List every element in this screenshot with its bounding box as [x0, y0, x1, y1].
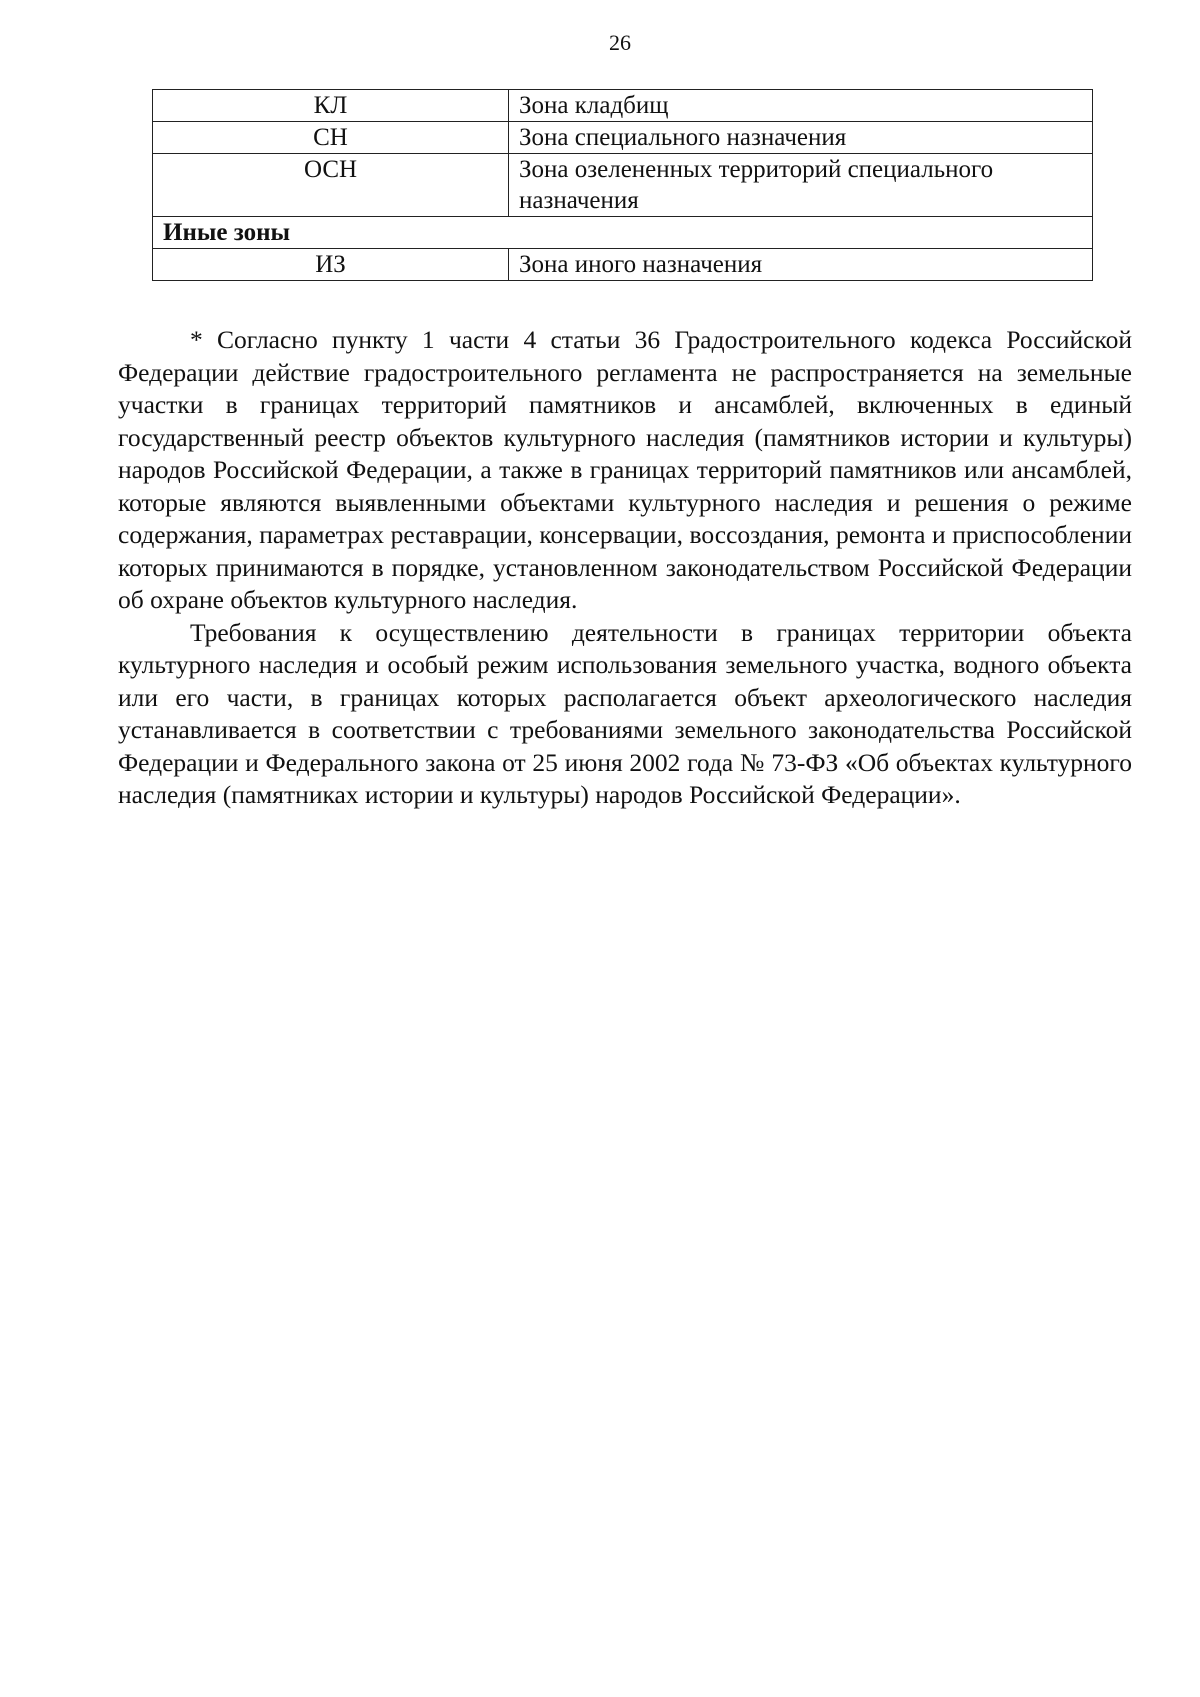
zone-code: ОСН: [153, 154, 509, 217]
table-row: [153, 249, 1093, 281]
zone-name: Зона озелененных территорий специального назначения: [509, 154, 1093, 217]
zone-name: Зона кладбищ: [509, 90, 1093, 122]
table-row: [153, 90, 1093, 122]
zone-group-heading: Иные зоны: [153, 217, 1093, 249]
zone-code: СН: [153, 122, 509, 154]
zone-name: Зона иного назначения: [509, 249, 1093, 281]
table-row: [153, 154, 1093, 217]
table-group-row: [153, 217, 1093, 249]
requirements-paragraph: Требования к осуществлению деятельности в границах территории объекта культурного наследия и особый режим использования земельного участка, водного объекта или его части, в границах которых располагается объект археологического наследия устанавливается в соответствии с требованиями земельного законодательства Российской Федерации и Федерального закона от 25 июня 2002 года № 73-ФЗ «Об объектах культурного наследия (памятниках истории и культуры) народов Российской Федерации».: [118, 617, 1132, 809]
footnote-paragraph: * Согласно пункту 1 части 4 статьи 36 Градостроительного кодекса Российской Федерации действие градостроительного регламента не распространяется на земельные участки в границах территорий памятников и ансамблей, включенных в единый государственный реестр объектов культурного наследия (памятников истории и культуры) народов Российской Федерации, а также в границах территорий памятников или ансамблей, которые являются выявленными объектами культурного наследия и решения о режиме содержания, параметрах реставрации, консервации, воссоздания, ремонта и приспособлении которых принимаются в порядке, установленном законодательством Российской Федерации об охране объектов культурного наследия.: [118, 325, 1132, 614]
body-text: [118, 324, 1132, 812]
zone-code: ИЗ: [153, 249, 509, 281]
page-number: 26: [609, 30, 631, 55]
zones-table: [152, 89, 1093, 281]
zone-name: Зона специального назначения: [509, 122, 1093, 154]
table-row: [153, 122, 1093, 154]
zone-code: КЛ: [153, 90, 509, 122]
